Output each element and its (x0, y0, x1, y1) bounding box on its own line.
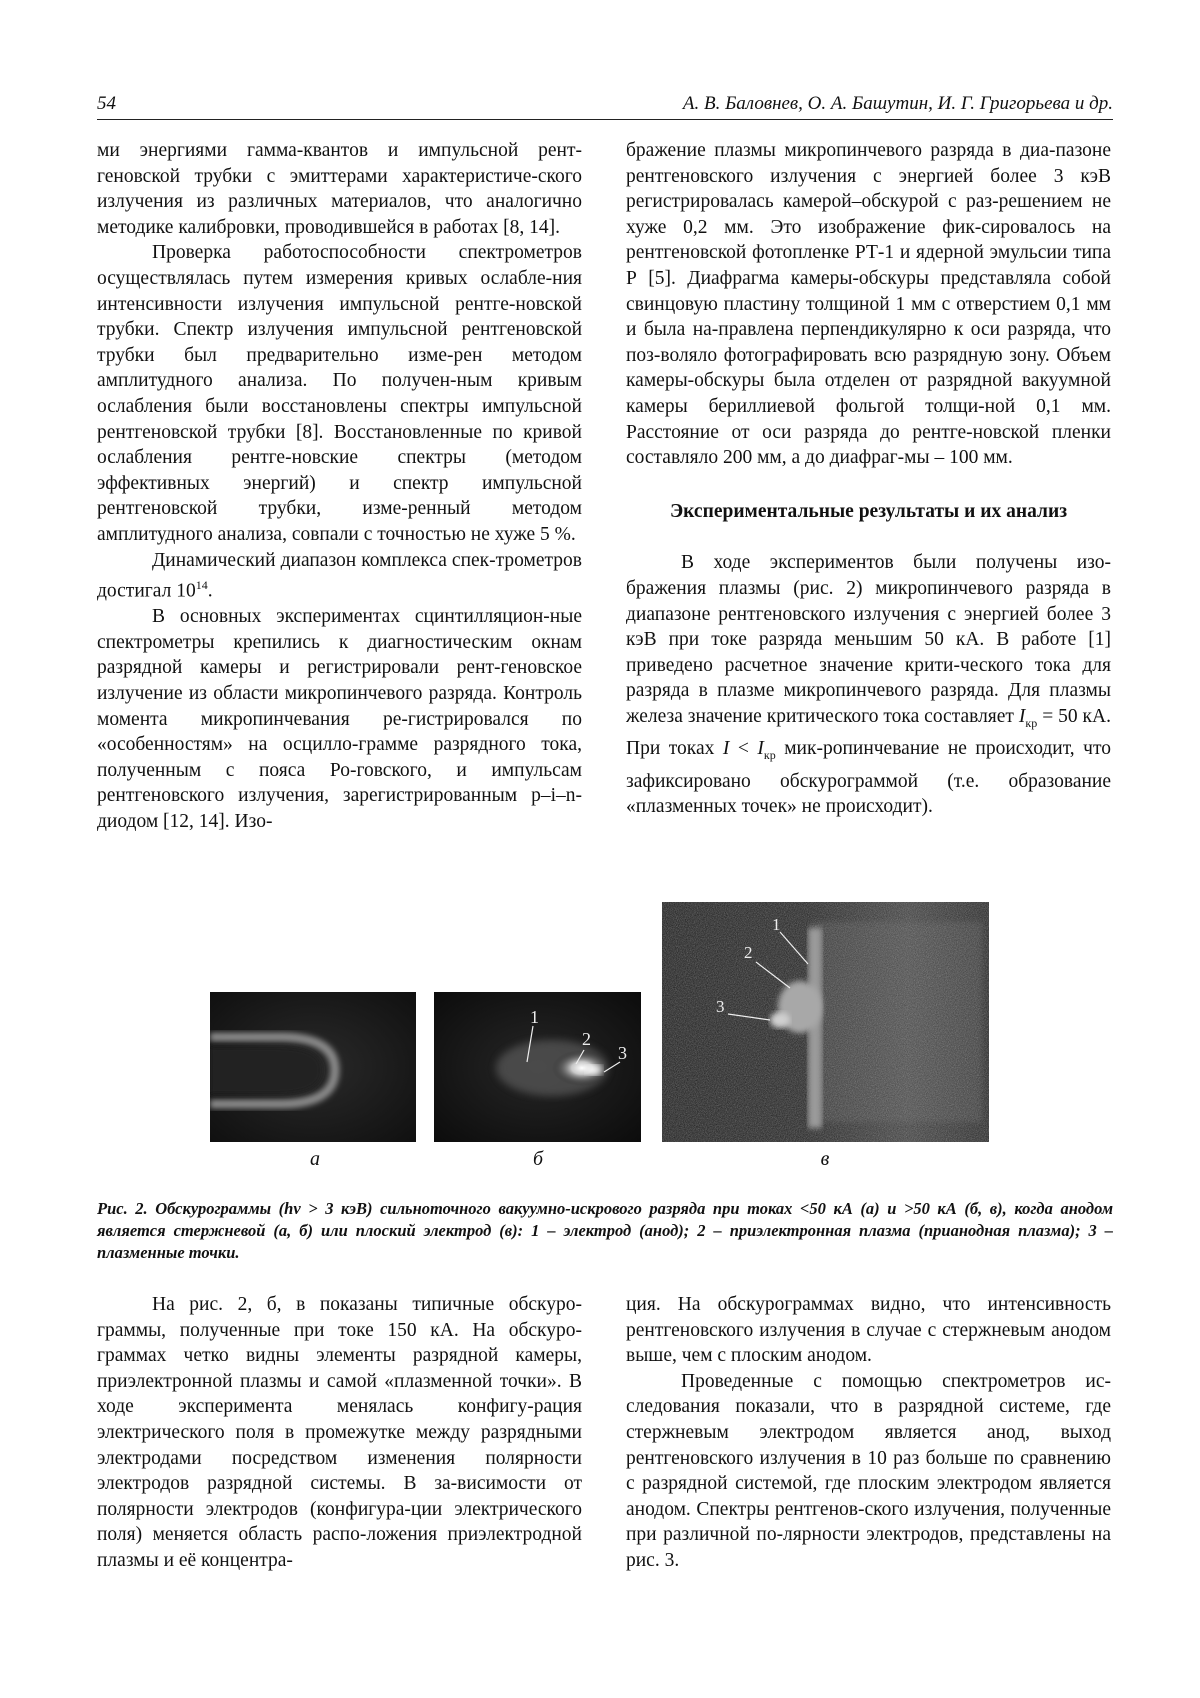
paragraph (626, 550, 1111, 820)
obscurogram-a-image (210, 992, 416, 1142)
current-symbol: I (757, 738, 764, 760)
callout-b-1: 1 (530, 1007, 539, 1027)
panel-label-b: б (532, 1148, 544, 1170)
obscurogram-b-image (434, 992, 641, 1142)
dynamic-range-text: Динамический диапазон комплекса спек-трометров достигал 10 (97, 549, 582, 602)
figure-panel-b (434, 992, 641, 1142)
paragraph: На рис. 2, б, в показаны типичные обскуро-граммы, полученные при токе 150 кА. На обскуро-граммах четко видны элементы разрядной камеры, приэлектронной плазмы и самой «плазменной точки». В ходе эксперимента менялась конфигу-рация электрического поля в промежутке между разрядными электродами посредством изменения полярности электродов разрядной системы. В за-висимости от полярности электродов (конфигура-ции электрического поля) меняется область распо-ложения приэлектродной плазмы и её концентра- (97, 1294, 582, 1571)
callout-b-2: 2 (582, 1029, 591, 1049)
callout-c-1: 1 (772, 915, 781, 934)
right-column-top (626, 138, 1111, 820)
figure-panel-c (662, 902, 989, 1142)
running-head: А. В. Баловнев, О. А. Башутин, И. Г. Григорьева и др. (682, 93, 1113, 114)
paragraph: ция. На обскурограммах видно, что интенсивность рентгеновского излучения в случае с стержневым анодом выше, чем с плоским анодом. (626, 1294, 1111, 1367)
page-header (97, 93, 1113, 120)
callout-c-3: 3 (716, 997, 725, 1016)
exponent: 14 (195, 578, 208, 593)
page-number: 54 (97, 93, 116, 114)
right-column-bottom (626, 1292, 1111, 1574)
dynamic-range-suffix: . (207, 580, 213, 602)
paragraph: В основных экспериментах сцинтилляцион-ные спектрометры крепились к диагностическим окнам разрядной камеры и регистрировали рент-геновское излучение из области микропинчевого разряда. Контроль момента микропинчевания ре-гистрировался по «особенностям» на осцилло-грамме разрядного тока, полученным с пояса Ро-говского, и импульсам рентгеновского излучения, зарегистрированным p–i–n-диодом [12, 14]. Изо- (97, 606, 582, 832)
panel-label-a: а (310, 1148, 320, 1170)
paragraph-part: = 50 кА. При токах (626, 705, 1111, 760)
paragraph-part: В ходе экспериментов были получены изо-бражения плазмы (рис. 2) микропинчевого разряда в диапазоне рентгеновского излучения с энергией более 3 кэВ при токе разряда меньшим 50 кА. В работе [1] приведено расчетное значение крити-ческого тока для разряда в плазме микропинчевого разряда. Для плазмы железа значение критического тока составляет (626, 552, 1111, 727)
dynamic-range-paragraph (97, 548, 582, 605)
current-symbol: I (1018, 705, 1026, 727)
paragraph-part: мик-ропинчевание не происходит, что зафиксировано обскурограммой (т.е. образование «плазменных точек» не происходит). (626, 738, 1111, 818)
paragraph: Проведенные с помощью спектрометров ис-следования показали, что в разрядной системе, где стержневым электродом является анод, выход рентгеновского излучения в 10 раз больше по сравнению с разрядной системой, где плоским электродом является анодом. Спектры рентгенов-ского излучения, полученные при различной по-лярности электродов, представлены на рис. 3. (626, 1370, 1111, 1571)
paragraph: бражение плазмы микропинчевого разряда в диа-пазоне рентгеновского излучения с энергией более 3 кэВ регистрировалась камерой–обскурой с раз-решением не хуже 0,2 мм. Это изображение фик-сировалось на рентгеновской фотопленке РТ-1 и ядерной эмульсии типа Р [5]. Диафрагма камеры-обскуры представляла собой свинцовую пластину толщиной 1 мм с отверстием 0,1 мм и была на-правлена перпендикулярно к оси разряда, что поз-воляло фотографировать всю разрядную зону. Объем камеры-обскуры была отделен от разрядной вакуумной камеры бериллиевой фольгой толщи-ной 0,1 мм. Расстояние от оси разряда до рентге-новской пленки составляло 200 мм, а до диафраг-мы – 100 мм. (626, 140, 1111, 469)
callout-c-2: 2 (744, 943, 753, 962)
figure-panel-a (210, 992, 416, 1142)
callout-b-3: 3 (618, 1043, 627, 1063)
less-than: < (729, 738, 758, 760)
subscript-kr: кр (763, 748, 776, 763)
figure-caption: Рис. 2. Обскурограммы (hν > 3 кэВ) сильноточного вакуумно-искрового разряда при токах <50 кА (а) и >50 кА (б, в), когда анодом является стержневой (а, б) или плоский электрод (в): 1 – электрод (анод); 2 – приэлектронная плазма (прианодная плазма); 3 – плазменные точки. (97, 1199, 1113, 1262)
panel-label-c: в (820, 1148, 830, 1170)
left-column-top (97, 138, 582, 835)
paragraph: ми энергиями гамма-квантов и импульсной рент-геновской трубки с эмиттерами характеристиче-ского излучения из различных материалов, что аналогично методике калибровки, проводившейся в работах [8, 14]. (97, 140, 582, 238)
section-heading: Экспериментальные результаты и их анализ (669, 500, 1068, 522)
current-symbol: I (722, 738, 730, 760)
subscript-kr: кр (1025, 715, 1038, 730)
paragraph: Проверка работоспособности спектрометров осуществлялась путем измерения кривых ослабле-ния интенсивности излучения импульсной рентге-новской трубки. Спектр излучения импульсной рентгеновской трубки был предварительно изме-рен методом амплитудного анализа. По получен-ным кривым ослабления были восстановлены спектры импульсной рентгеновской трубки [8]. Восстановленные по кривой ослабления рентге-новские спектры (методом эффективных энергий) и спектр импульсной рентгеновской трубки, изме-ренный методом амплитудного анализа, совпали с точностью не хуже 5 %. (97, 242, 582, 545)
obscurogram-c-image (662, 902, 989, 1142)
left-column-bottom (97, 1292, 582, 1574)
